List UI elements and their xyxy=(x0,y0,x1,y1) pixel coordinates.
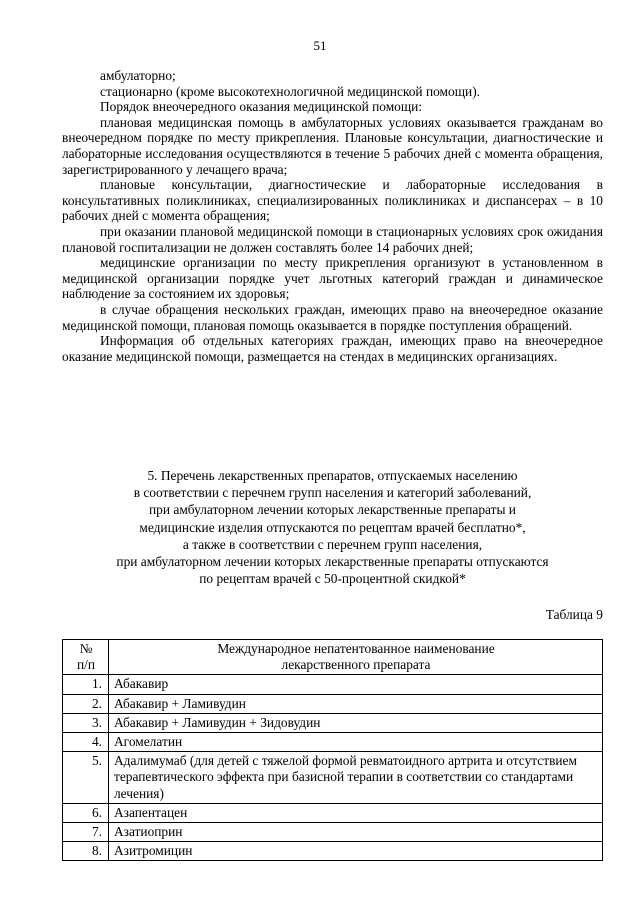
table-row xyxy=(63,675,603,694)
paragraph: Информация об отдельных категориях граждан, имеющих право на внеочередное оказание медицинской помощи, размещается на стендах в медицинских организациях. xyxy=(62,333,603,364)
table-caption: Таблица 9 xyxy=(545,607,603,622)
row-number: 6. xyxy=(63,803,109,822)
section-title-line: медицинские изделия отпускаются по рецептам врачей бесплатно*, xyxy=(139,519,526,535)
section-title-line: по рецептам врачей с 50-процентной скидкой* xyxy=(199,571,466,587)
drug-name: Агомелатин xyxy=(109,733,603,752)
header-number xyxy=(63,640,109,675)
table-header-row xyxy=(63,640,603,675)
row-number: 2. xyxy=(63,694,109,713)
drug-name: Азитромицин xyxy=(109,842,603,861)
row-number: 1. xyxy=(63,675,109,694)
row-number: 3. xyxy=(63,713,109,732)
section-title-line: при амбулаторном лечении которых лекарственные препараты отпускаются xyxy=(116,554,549,570)
row-number: 5. xyxy=(63,752,109,804)
drugs-table xyxy=(62,639,603,861)
paragraph: плановые консультации, диагностические и лабораторные исследования в консультативных поликлиниках, специализированных поликлиниках и диспансерах – в 10 рабочих дней с момента обращения; xyxy=(62,177,603,224)
table-row xyxy=(63,733,603,752)
table-row xyxy=(63,694,603,713)
header-drug-name xyxy=(109,640,603,675)
paragraph: амбулаторно; xyxy=(100,68,176,83)
header-number-line: № xyxy=(79,641,93,656)
drug-name: Абакавир + Ламивудин xyxy=(109,694,603,713)
drug-name: Азапентацен xyxy=(109,803,603,822)
section-title-line: при амбулаторном лечении которых лекарственные препараты и xyxy=(149,502,516,518)
section-title-line: 5. Перечень лекарственных препаратов, отпускаемых населению xyxy=(147,468,518,483)
paragraph: стационарно (кроме высокотехнологичной медицинской помощи). xyxy=(100,83,481,99)
body-text xyxy=(62,68,603,364)
header-name-line: лекарственного препарата xyxy=(281,657,431,673)
table-row xyxy=(63,803,603,822)
section-title-line: в соответствии с перечнем групп населения и категорий заболеваний, xyxy=(133,485,532,501)
section-title xyxy=(62,467,603,587)
row-number: 8. xyxy=(63,842,109,861)
row-number: 7. xyxy=(63,823,109,842)
drug-name: Абакавир + Ламивудин + Зидовудин xyxy=(109,713,603,732)
table-row xyxy=(63,752,603,804)
header-name-line: Международное непатентованное наименование xyxy=(217,641,495,656)
paragraph: медицинские организации по месту прикрепления организуют в установленном в медицинской организации порядке учет льготных категорий граждан и динамическое наблюдение за состоянием их здоровья; xyxy=(62,255,603,302)
drug-name: Абакавир xyxy=(109,675,603,694)
table-row xyxy=(63,842,603,861)
paragraph: плановая медицинская помощь в амбулаторных условиях оказывается гражданам во внеочередном порядке по месту прикрепления. Плановые консультации, диагностические и лабораторные исследования осуществляются в течение 5 рабочих дней с момента обращения, зарегистрированного у лечащего врача; xyxy=(62,114,603,177)
drug-name: Адалимумаб (для детей с тяжелой формой ревматоидного артрита и отсутствием терапевтического эффекта при базисной терапии в соответствии со стандартами лечения) xyxy=(109,752,603,804)
paragraph: Порядок внеочередного оказания медицинской помощи: xyxy=(100,99,423,115)
section-title-line: а также в соответствии с перечнем групп населения, xyxy=(182,536,483,552)
table-row xyxy=(63,823,603,842)
drug-name: Азатиоприн xyxy=(109,823,603,842)
header-number-line: п/п xyxy=(76,657,96,673)
table-row xyxy=(63,713,603,732)
paragraph: в случае обращения нескольких граждан, имеющих право на внеочередное оказание медицинской помощи, плановая помощь оказывается в порядке поступления обращений. xyxy=(62,301,603,333)
row-number: 4. xyxy=(63,733,109,752)
page-number: 51 xyxy=(313,38,327,53)
paragraph: при оказании плановой медицинской помощи в стационарных условиях срок ожидания плановой госпитализации не должен составлять более 14 рабочих дней; xyxy=(62,223,603,255)
